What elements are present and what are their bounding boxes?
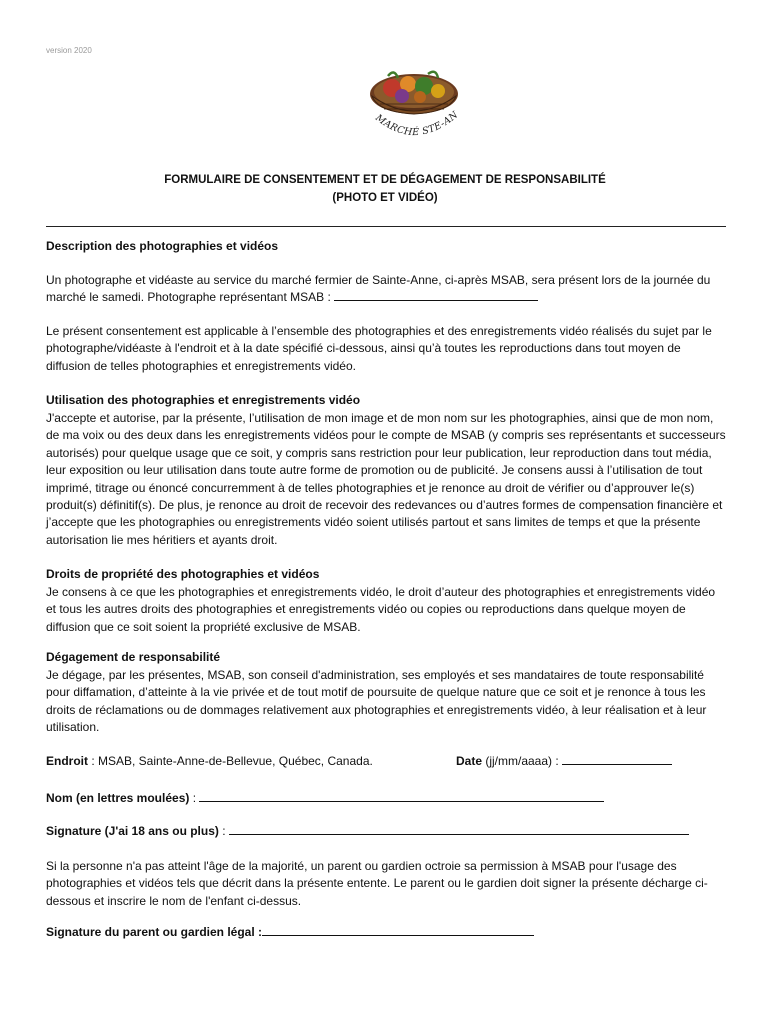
rights-paragraph: Je consens à ce que les photographies et enregistrements vidéo, le droit d’auteur des photographies et enregistrements vidéo et tous les autres droits des photographies et enregistrements vidéo ou copies ou reproductions dans quelque moyen de diffusion que ce soit soient la propriété exclusive de MSAB. [46, 585, 716, 634]
svg-text:MARCHÉ STE-ANNE: MARCHÉ STE-AN [373, 109, 461, 139]
date-label: Date [456, 754, 483, 768]
title-divider [46, 226, 726, 227]
form-subtitle: (PHOTO ET VIDÉO) [332, 192, 438, 204]
description-paragraph-2: Le présent consentement est applicable à l’ensemble des photographies et des enregistrements vidéo réalisés du sujet par le photographe/vidéaste à l'endroit et à la date spécifié ci-dessous, ainsi qu’à toutes les reproductions dans tout moyen de diffusion de telles photographies et enregistrements vidéo. [46, 324, 712, 373]
form-title: FORMULAIRE DE CONSENTEMENT ET DE DÉGAGEMENT DE RESPONSABILITÉ [164, 174, 606, 186]
release-paragraph: Je dégage, par les présentes, MSAB, son conseil d'administration, ses employés et ses mandataires de toute responsabilité pour diffamation, d’atteinte à la vie privée et de tout motif de poursuite de quelque nature que ce soit et je renonce à tous les droits de réclamations ou de dommages relativement aux photographies et enregistrements vidéo, à leur réalisation et à leur utilisation. [46, 668, 707, 735]
photographer-field[interactable] [334, 290, 538, 301]
description-heading: Description des photographies et vidéos [46, 239, 279, 253]
parent-signature-field[interactable] [262, 925, 534, 936]
rights-heading: Droits de propriété des photographies et vidéos [46, 567, 320, 581]
place-label: Endroit [46, 754, 88, 768]
signature-line: Signature (J'ai 18 ans ou plus) : [46, 823, 728, 840]
date-field[interactable] [562, 754, 672, 765]
minor-note: Si la personne n'a pas atteint l'âge de la majorité, un parent ou gardien octroie sa permission à MSAB pour l'usage des photographies et vidéos tels que décrit dans la présente entente. Le parent ou le gardien doit signer la présente décharge ci-dessous et inscrire le nom de l'enfant ci-dessus. [46, 859, 708, 908]
name-line: Nom (en lettres moulées) : [46, 790, 728, 807]
parent-signature-label: Signature du parent ou gardien légal : [46, 925, 263, 939]
place-value: : MSAB, Sainte-Anne-de-Bellevue, Québec, Canada. [88, 754, 373, 768]
marche-ste-anne-logo [358, 66, 470, 148]
signature-field[interactable] [229, 824, 689, 835]
date-line: Date (jj/mm/aaaa) : [456, 753, 736, 770]
signature-label: Signature (J'ai 18 ans ou plus) [46, 824, 219, 838]
name-label: Nom (en lettres moulées) [46, 791, 190, 805]
use-paragraph: J'accepte et autorise, par la présente, l’utilisation de mon image et de mon nom sur les photographies, ainsi que de mon nom, de ma voix ou des deux dans les enregistrements vidéos pour le compte de MSAB (y compris ses représentants et successeurs autorisés) pour quelque usage que ce soit, y compris sans restriction pour leur publication, leur reproduction dans tout média, leur exposition ou leur utilisation dans toute autre forme de promotion ou de publicité. Je consens aussi à l’utilisation de tout imprimé, titrage ou énoncé concurremment à de telles photographies et je renonce au droit de vérifier ou d’approuver le(s) produit(s) définitif(s). De plus, je renonce au droit de recevoir des redevances ou d’autres formes de compensation financière et j’accepte que les photographies ou enregistrements vidéo soient utilisés partout et sans limites de temps et que la présente autorisation lie mes héritiers et ayants droit. [46, 411, 726, 547]
description-paragraph-1: Un photographe et vidéaste au service du marché fermier de Sainte-Anne, ci-après MSAB, sera présent lors de la journée du marché le samedi. Photographe représentant MSAB : [46, 273, 711, 305]
release-heading: Dégagement de responsabilité [46, 650, 221, 664]
use-heading: Utilisation des photographies et enregistrements vidéo [46, 393, 361, 407]
version-label: version 2020 [46, 46, 92, 55]
parent-signature-line [46, 924, 728, 941]
name-field[interactable] [199, 791, 604, 802]
